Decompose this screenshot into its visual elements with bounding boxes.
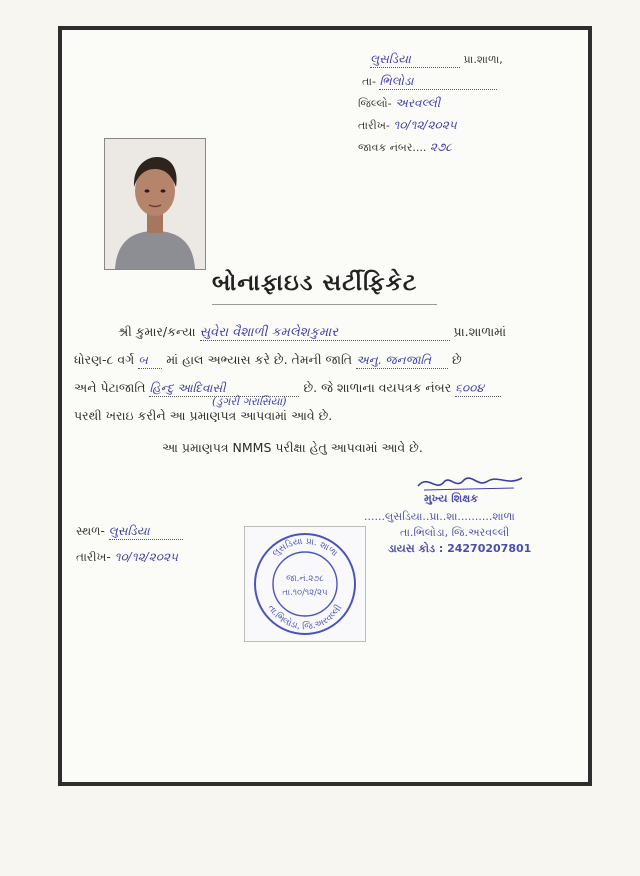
seal-no: જા.નં.૨૭૮	[286, 574, 324, 584]
header-date-value: ૧૦/૧૨/૨૦૨૫	[393, 118, 457, 132]
student-name: સુવેરા વૈશાળી કમલેશકુમાર	[200, 325, 450, 341]
seal-top-text: લુસડિયા પ્રા. શાળા	[270, 536, 340, 559]
place-label: સ્થળ-	[76, 524, 105, 538]
place-value: લુસડિયા	[109, 524, 183, 540]
district-value: અરવલ્લી	[395, 96, 441, 110]
footer-date-value: ૧૦/૧૨/૨૦૨૫	[114, 550, 178, 564]
body-line-4: પરથી ખરાઇ કરીને આ પ્રમાણપત્ર આપવામાં આવે છે.	[74, 408, 333, 423]
header-date-label: તારીખ-	[358, 119, 390, 132]
place-line	[76, 524, 183, 540]
subcaste-note: (ડુંગરી ગરાસિયા)	[212, 395, 287, 408]
body-line-1	[118, 324, 506, 341]
outward-value: ૨૭૮	[429, 140, 452, 154]
certificate-sheet	[58, 26, 592, 786]
principal-signature	[414, 472, 526, 494]
school-stamp-area	[244, 526, 366, 642]
taluka-line	[362, 74, 497, 90]
seal-date: તા.૧૦/૧૨/૨૫	[282, 588, 328, 598]
body-line-5: આ પ્રમાણપત્ર NMMS પરીક્ષા હેતુ આપવામાં આવે છે.	[162, 440, 423, 455]
principal-school: ......લુસડિયા..પ્રા..શા..........શાળા	[364, 510, 515, 523]
register-no: ૬૦૦૪	[455, 381, 501, 397]
school-seal	[245, 527, 365, 641]
dise-code: ડાયસ કોડ : 24270207801	[388, 542, 532, 555]
seal-bottom-text: તા.ભિલોડા, જિ.અરવલ્લી	[265, 603, 345, 633]
student-photo-figure	[105, 139, 205, 269]
header-date-line	[358, 118, 457, 133]
line2-std: ધોરણ-૮ વર્ગ	[74, 352, 135, 367]
district-line	[358, 96, 440, 111]
body-line-2	[74, 352, 462, 369]
school-name: લુસડિયા	[370, 52, 460, 68]
principal-title: મુખ્ય શિક્ષક	[424, 492, 479, 505]
body-line-3	[74, 380, 501, 397]
taluka-label: તા-	[362, 75, 376, 88]
subcaste-value: હિન્દુ આદિવાસી	[149, 381, 299, 397]
line1-suffix: પ્રા.શાળામાં	[453, 324, 507, 339]
student-photo	[104, 138, 206, 270]
footer-date-line	[76, 550, 178, 565]
certificate-title: બોનાફાઇડ સર્ટીફિકેટ	[212, 270, 418, 296]
line3-mid: છે. જે શાળાના વયપત્રક નંબર	[303, 380, 452, 395]
line2-mid: માં હાલ અભ્યાસ કરે છે. તેમની જાતિ	[166, 352, 353, 367]
line3-prefix: અને પેટાજાતિ	[74, 380, 146, 395]
line1-prefix: શ્રી કુમાર/કન્યા	[118, 324, 196, 339]
school-suffix: પ્રા.શાળા,	[463, 53, 503, 66]
outward-label: જાવક નંબર....	[358, 141, 427, 154]
footer-date-label: તારીખ-	[76, 550, 111, 564]
principal-taluka: તા.ભિલોડા, જિ.અરવલ્લી	[400, 526, 510, 539]
taluka-value: ભિલોડા	[379, 74, 497, 90]
caste-value: અનુ. જનજાતિ	[356, 353, 448, 369]
outward-line	[358, 140, 452, 155]
title-underline	[212, 304, 437, 305]
school-name-line	[370, 52, 503, 68]
district-label: જિલ્લો-	[358, 97, 392, 110]
division-value: બ	[138, 353, 162, 369]
line2-end: છે	[452, 352, 462, 367]
